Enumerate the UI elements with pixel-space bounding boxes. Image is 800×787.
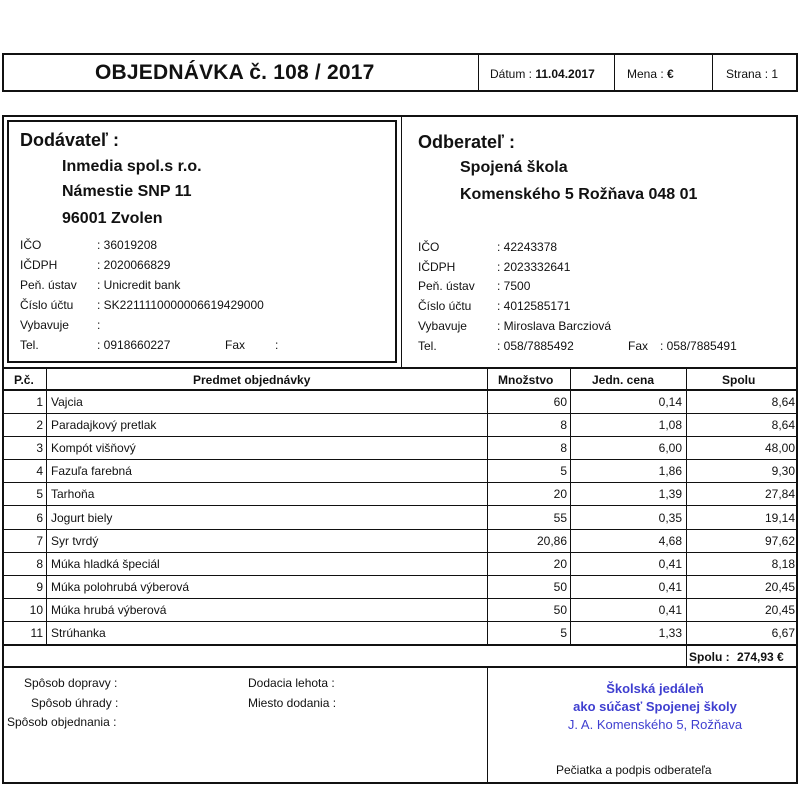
row-unit-price: 1,08 [658, 418, 682, 433]
customer-field-label: Vybavuje [418, 319, 467, 333]
row-unit-price: 1,86 [658, 464, 682, 479]
row-unit-price: 4,68 [658, 533, 682, 548]
row-unit-price: 0,35 [658, 510, 682, 525]
page-value: 1 [771, 67, 779, 81]
row-item: Múka polohrubá výberová [51, 579, 190, 594]
stamp-line: ako súčasť Spojenej školy [573, 699, 737, 714]
customer-field-value: : 4012585171 [497, 299, 571, 313]
table-row [3, 507, 798, 530]
supplier-fax-label: Fax [225, 338, 246, 352]
row-quantity: 60 [553, 395, 567, 409]
row-index: 1 [36, 395, 43, 409]
row-quantity: 8 [560, 418, 567, 433]
table-row [3, 576, 798, 599]
row-total: 19,14 [764, 510, 795, 525]
row-total: 6,67 [771, 626, 795, 640]
row-quantity: 55 [553, 510, 567, 525]
supplier-field-value: : [97, 318, 101, 332]
row-unit-price: 1,39 [658, 487, 682, 502]
row-quantity: 8 [560, 441, 567, 456]
row-index: 9 [36, 579, 43, 594]
row-total: 97,62 [764, 533, 795, 548]
payment-label: Spôsob úhrady : [31, 696, 119, 710]
supplier-heading: Dodávateľ : [20, 130, 119, 150]
row-total: 27,84 [764, 487, 795, 502]
currency-value: € [667, 67, 674, 81]
school-stamp [540, 681, 770, 732]
row-unit-price: 0,14 [658, 395, 682, 409]
supplier-field-label: IČDPH [20, 258, 58, 272]
grand-total-value: 274,93 € [737, 650, 784, 664]
date-label: Dátum : [490, 67, 533, 81]
row-index: 5 [36, 487, 43, 502]
customer-field-value: : Miroslava Barcziová [497, 319, 612, 333]
table-row [3, 437, 798, 460]
customer-field-label: IČO [418, 240, 440, 254]
row-item: Vajcia [51, 395, 83, 409]
table-row [3, 530, 798, 553]
date-field [490, 67, 595, 81]
row-unit-price: 6,00 [658, 441, 682, 456]
customer-field-label: Peň. ústav [418, 279, 475, 293]
customer-field-label: Tel. [418, 339, 437, 353]
row-quantity: 20,86 [536, 533, 567, 548]
grand-total-label: Spolu : [689, 650, 730, 664]
table-row [3, 483, 798, 506]
supplier-fax-value: : [275, 338, 279, 352]
row-total: 9,30 [771, 464, 795, 479]
row-item: Syr tvrdý [51, 533, 99, 548]
column-header-quantity: Množstvo [498, 373, 554, 387]
row-index: 10 [29, 602, 43, 617]
table-row [3, 622, 798, 645]
row-item: Múka hladká špeciál [51, 556, 160, 571]
row-total: 20,45 [764, 579, 795, 594]
page-field [726, 67, 778, 81]
supplier-field-label: Číslo účtu [20, 298, 74, 312]
row-total: 20,45 [764, 602, 795, 617]
row-index: 2 [36, 418, 43, 433]
transport-label: Spôsob dopravy : [24, 676, 118, 690]
customer-field-label: IČDPH [418, 260, 456, 274]
column-header-index: P.č. [14, 373, 34, 387]
supplier-field-value: : 36019208 [97, 238, 158, 252]
date-value: 11.04.2017 [535, 67, 595, 81]
supplier-field-value: : SK2211110000006619429000 [97, 298, 264, 312]
table-row [3, 391, 798, 414]
column-header-item: Predmet objednávky [193, 373, 311, 387]
customer-fax-label: Fax [628, 339, 649, 353]
table-row [3, 460, 798, 483]
row-total: 48,00 [764, 441, 795, 456]
row-quantity: 5 [560, 464, 567, 479]
currency-field [627, 67, 674, 81]
table-row [3, 599, 798, 622]
supplier-field-label: Tel. [20, 338, 39, 352]
order-method-label: Spôsob objednania : [7, 715, 117, 729]
row-total: 8,18 [771, 556, 795, 571]
row-item: Fazuľa farebná [51, 464, 132, 479]
page-label: Strana : [726, 67, 769, 81]
customer-fax-value: : 058/7885491 [660, 339, 737, 353]
order-title: OBJEDNÁVKA č. 108 / 2017 [95, 61, 375, 84]
row-item: Tarhoňa [51, 487, 95, 502]
row-unit-price: 0,41 [658, 579, 682, 594]
grand-total [689, 650, 784, 664]
row-item: Strúhanka [51, 626, 106, 640]
column-header-unit-price: Jedn. cena [592, 373, 655, 387]
delivery-place-label: Miesto dodania : [248, 696, 337, 710]
delivery-term-label: Dodacia lehota : [248, 676, 335, 690]
row-item: Kompót višňový [51, 441, 136, 456]
row-index: 7 [36, 533, 43, 548]
supplier-field-value: : Unicredit bank [97, 278, 181, 292]
stamp-line: J. A. Komenského 5, Rožňava [567, 717, 743, 732]
customer-field-value: : 42243378 [497, 240, 558, 254]
row-item: Múka hrubá výberová [51, 602, 167, 617]
customer-field-value: : 058/7885492 [497, 339, 574, 353]
row-unit-price: 0,41 [658, 556, 682, 571]
customer-heading: Odberateľ : [418, 132, 515, 152]
supplier-field-label: IČO [20, 238, 42, 252]
column-header-total: Spolu [722, 373, 756, 387]
row-unit-price: 0,41 [658, 602, 682, 617]
row-quantity: 50 [553, 579, 567, 594]
customer-field-value: : 2023332641 [497, 260, 571, 274]
supplier-field-value: : 0918660227 [97, 338, 171, 352]
row-index: 8 [36, 556, 43, 571]
row-quantity: 5 [560, 626, 567, 640]
row-total: 8,64 [771, 418, 795, 433]
row-quantity: 20 [553, 487, 567, 502]
row-item: Jogurt biely [51, 510, 113, 525]
customer-field-label: Číslo účtu [418, 299, 472, 313]
supplier-name: Inmedia spol.s r.o. [62, 158, 202, 175]
row-item: Paradajkový pretlak [51, 418, 157, 433]
supplier-street: Námestie SNP 11 [62, 183, 192, 200]
signature-label: Pečiatka a podpis odberateľa [556, 763, 712, 777]
row-index: 11 [30, 626, 43, 640]
currency-label: Mena : [627, 67, 664, 81]
row-unit-price: 1,33 [658, 626, 682, 640]
supplier-field-value: : 2020066829 [97, 258, 171, 272]
table-row [3, 553, 798, 576]
row-index: 4 [36, 464, 43, 479]
supplier-field-label: Vybavuje [20, 318, 69, 332]
table-row [3, 414, 798, 437]
supplier-field-label: Peň. ústav [20, 278, 77, 292]
customer-field-value: : 7500 [497, 279, 531, 293]
customer-address: Komenského 5 Rožňava 048 01 [460, 186, 698, 203]
customer-name: Spojená škola [460, 159, 568, 176]
supplier-city: 96001 Zvolen [62, 210, 163, 227]
row-quantity: 50 [553, 602, 567, 617]
row-index: 6 [36, 510, 43, 525]
row-quantity: 20 [553, 556, 567, 571]
row-index: 3 [36, 441, 43, 456]
stamp-line: Školská jedáleň [606, 681, 704, 696]
row-total: 8,64 [771, 395, 795, 409]
